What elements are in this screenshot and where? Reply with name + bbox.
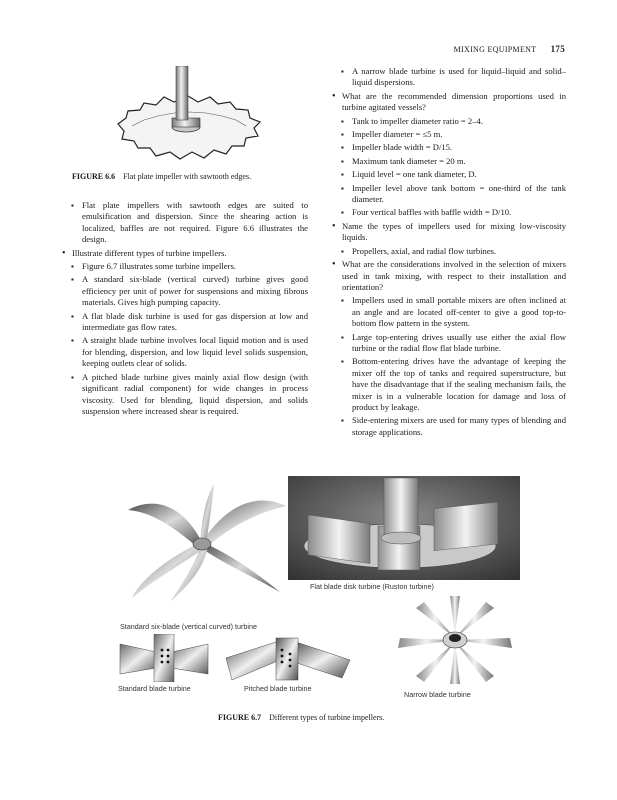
list-item: ▪ Impeller blade width = D/15. — [332, 142, 566, 153]
flat-disk-turbine-label: Flat blade disk turbine (Ruston turbine) — [310, 582, 434, 591]
question-item: • What are the recommended dimension proportions used in turbine agitated vessels? — [332, 91, 566, 114]
list-item: ▪ Bottom-entering drives have the advantage of keeping the mixer off the top of tanks and required superstructure, but have the disadvantage that if the sealing mechanism fails, the mixer is in a vulnerable location for damage and loss of product by leakage. — [332, 356, 566, 413]
question-item: • Illustrate different types of turbine impellers. — [62, 248, 308, 259]
list-item: ▪ Side-entering mixers are used for many types of blending and storage applications. — [332, 415, 566, 438]
six-blade-turbine-label: Standard six-blade (vertical curved) turbine — [120, 622, 258, 631]
impeller-shaft — [176, 66, 188, 120]
standard-blade-turbine-image — [116, 634, 212, 682]
list-item: ▪ A straight blade turbine involves local liquid motion and is used for blending, dispersion, and low liquid level solids suspension, keeping outlets clear of solids. — [62, 335, 308, 369]
page-number: 175 — [550, 44, 565, 54]
list-item: ▪ A flat blade disk turbine is used for gas dispersion at low and intermediate gas flow rates. — [62, 311, 308, 334]
list-item: ▪ A standard six-blade (vertical curved) turbine gives good efficiency per unit of power for suspensions and mixing fibrous materials. Gives high pumping capacity. — [62, 274, 308, 308]
running-title: MIXING EQUIPMENT — [453, 45, 537, 54]
list-item: ▪ Liquid level = one tank diameter, D. — [332, 169, 566, 180]
list-item: ▪ Four vertical baffles with baffle width = D/10. — [332, 207, 566, 218]
question-item: • What are the considerations involved in the selection of mixers used in tank mixing, with respect to their installation and orientation? — [332, 259, 566, 293]
narrow-blade-turbine-label: Narrow blade turbine — [404, 690, 471, 699]
six-blade-turbine-photo — [110, 480, 294, 604]
left-column — [62, 200, 308, 419]
figure-6-7-caption-text: Different types of turbine impellers. — [269, 713, 385, 722]
list-item: ▪ Impellers used in small portable mixers are often inclined at an angle and are located off-center to give a good top-to-bottom flow pattern in the system. — [332, 295, 566, 329]
figure-6-6-label: FIGURE 6.6 — [72, 172, 116, 181]
list-item: ▪ Propellers, axial, and radial flow turbines. — [332, 246, 566, 257]
question-item: • Name the types of impellers used for mixing low-viscosity liquids. — [332, 221, 566, 244]
flat-disk-turbine-photo — [288, 476, 520, 580]
figure-6-7-label: FIGURE 6.7 — [218, 713, 262, 722]
list-item: ▪ Impeller level above tank bottom = one-third of the tank diameter. — [332, 183, 566, 206]
list-item: ▪ Impeller diameter = ≤5 m. — [332, 129, 566, 140]
figure-6-7-caption — [218, 713, 384, 722]
figure-6-6-image — [108, 66, 268, 170]
list-item: ▪ Large top-entering drives usually use either the axial flow turbine or the radial flow flat blade turbine. — [332, 332, 566, 355]
pitched-blade-turbine-label: Pitched blade turbine — [244, 684, 312, 693]
right-column — [332, 66, 566, 440]
figure-6-7 — [104, 476, 524, 708]
running-header — [454, 44, 565, 54]
pitched-blade-turbine-image — [224, 636, 352, 682]
list-item: ▪ A narrow blade turbine is used for liquid–liquid and solid–liquid dispersions. — [332, 66, 566, 89]
list-item: ▪ A pitched blade turbine gives mainly axial flow design (with significant radial component) for wide changes in process viscosity. Used for blending, liquid dispersion, and solids suspension where increased shear is required. — [62, 372, 308, 418]
standard-blade-turbine-label: Standard blade turbine — [118, 684, 191, 693]
sawtooth-plate-impeller — [118, 96, 260, 159]
list-item: ▪ Maximum tank diameter = 20 m. — [332, 156, 566, 167]
figure-6-6-caption — [72, 172, 251, 181]
narrow-blade-turbine-image — [396, 594, 514, 686]
list-item: ▪ Flat plate impellers with sawtooth edges are suited to emulsification and dispersion. Since the shearing action is localized, baffles are not required. Figure 6.6 illustrates the design. — [62, 200, 308, 246]
six-blade-turbine-image — [110, 480, 294, 604]
figure-6-6-caption-text: Flat plate impeller with sawtooth edges. — [123, 172, 252, 181]
flat-disk-turbine-image — [288, 476, 520, 580]
list-item: ▪ Figure 6.7 illustrates some turbine impellers. — [62, 261, 308, 272]
list-item: ▪ Tank to impeller diameter ratio = 2–4. — [332, 116, 566, 127]
